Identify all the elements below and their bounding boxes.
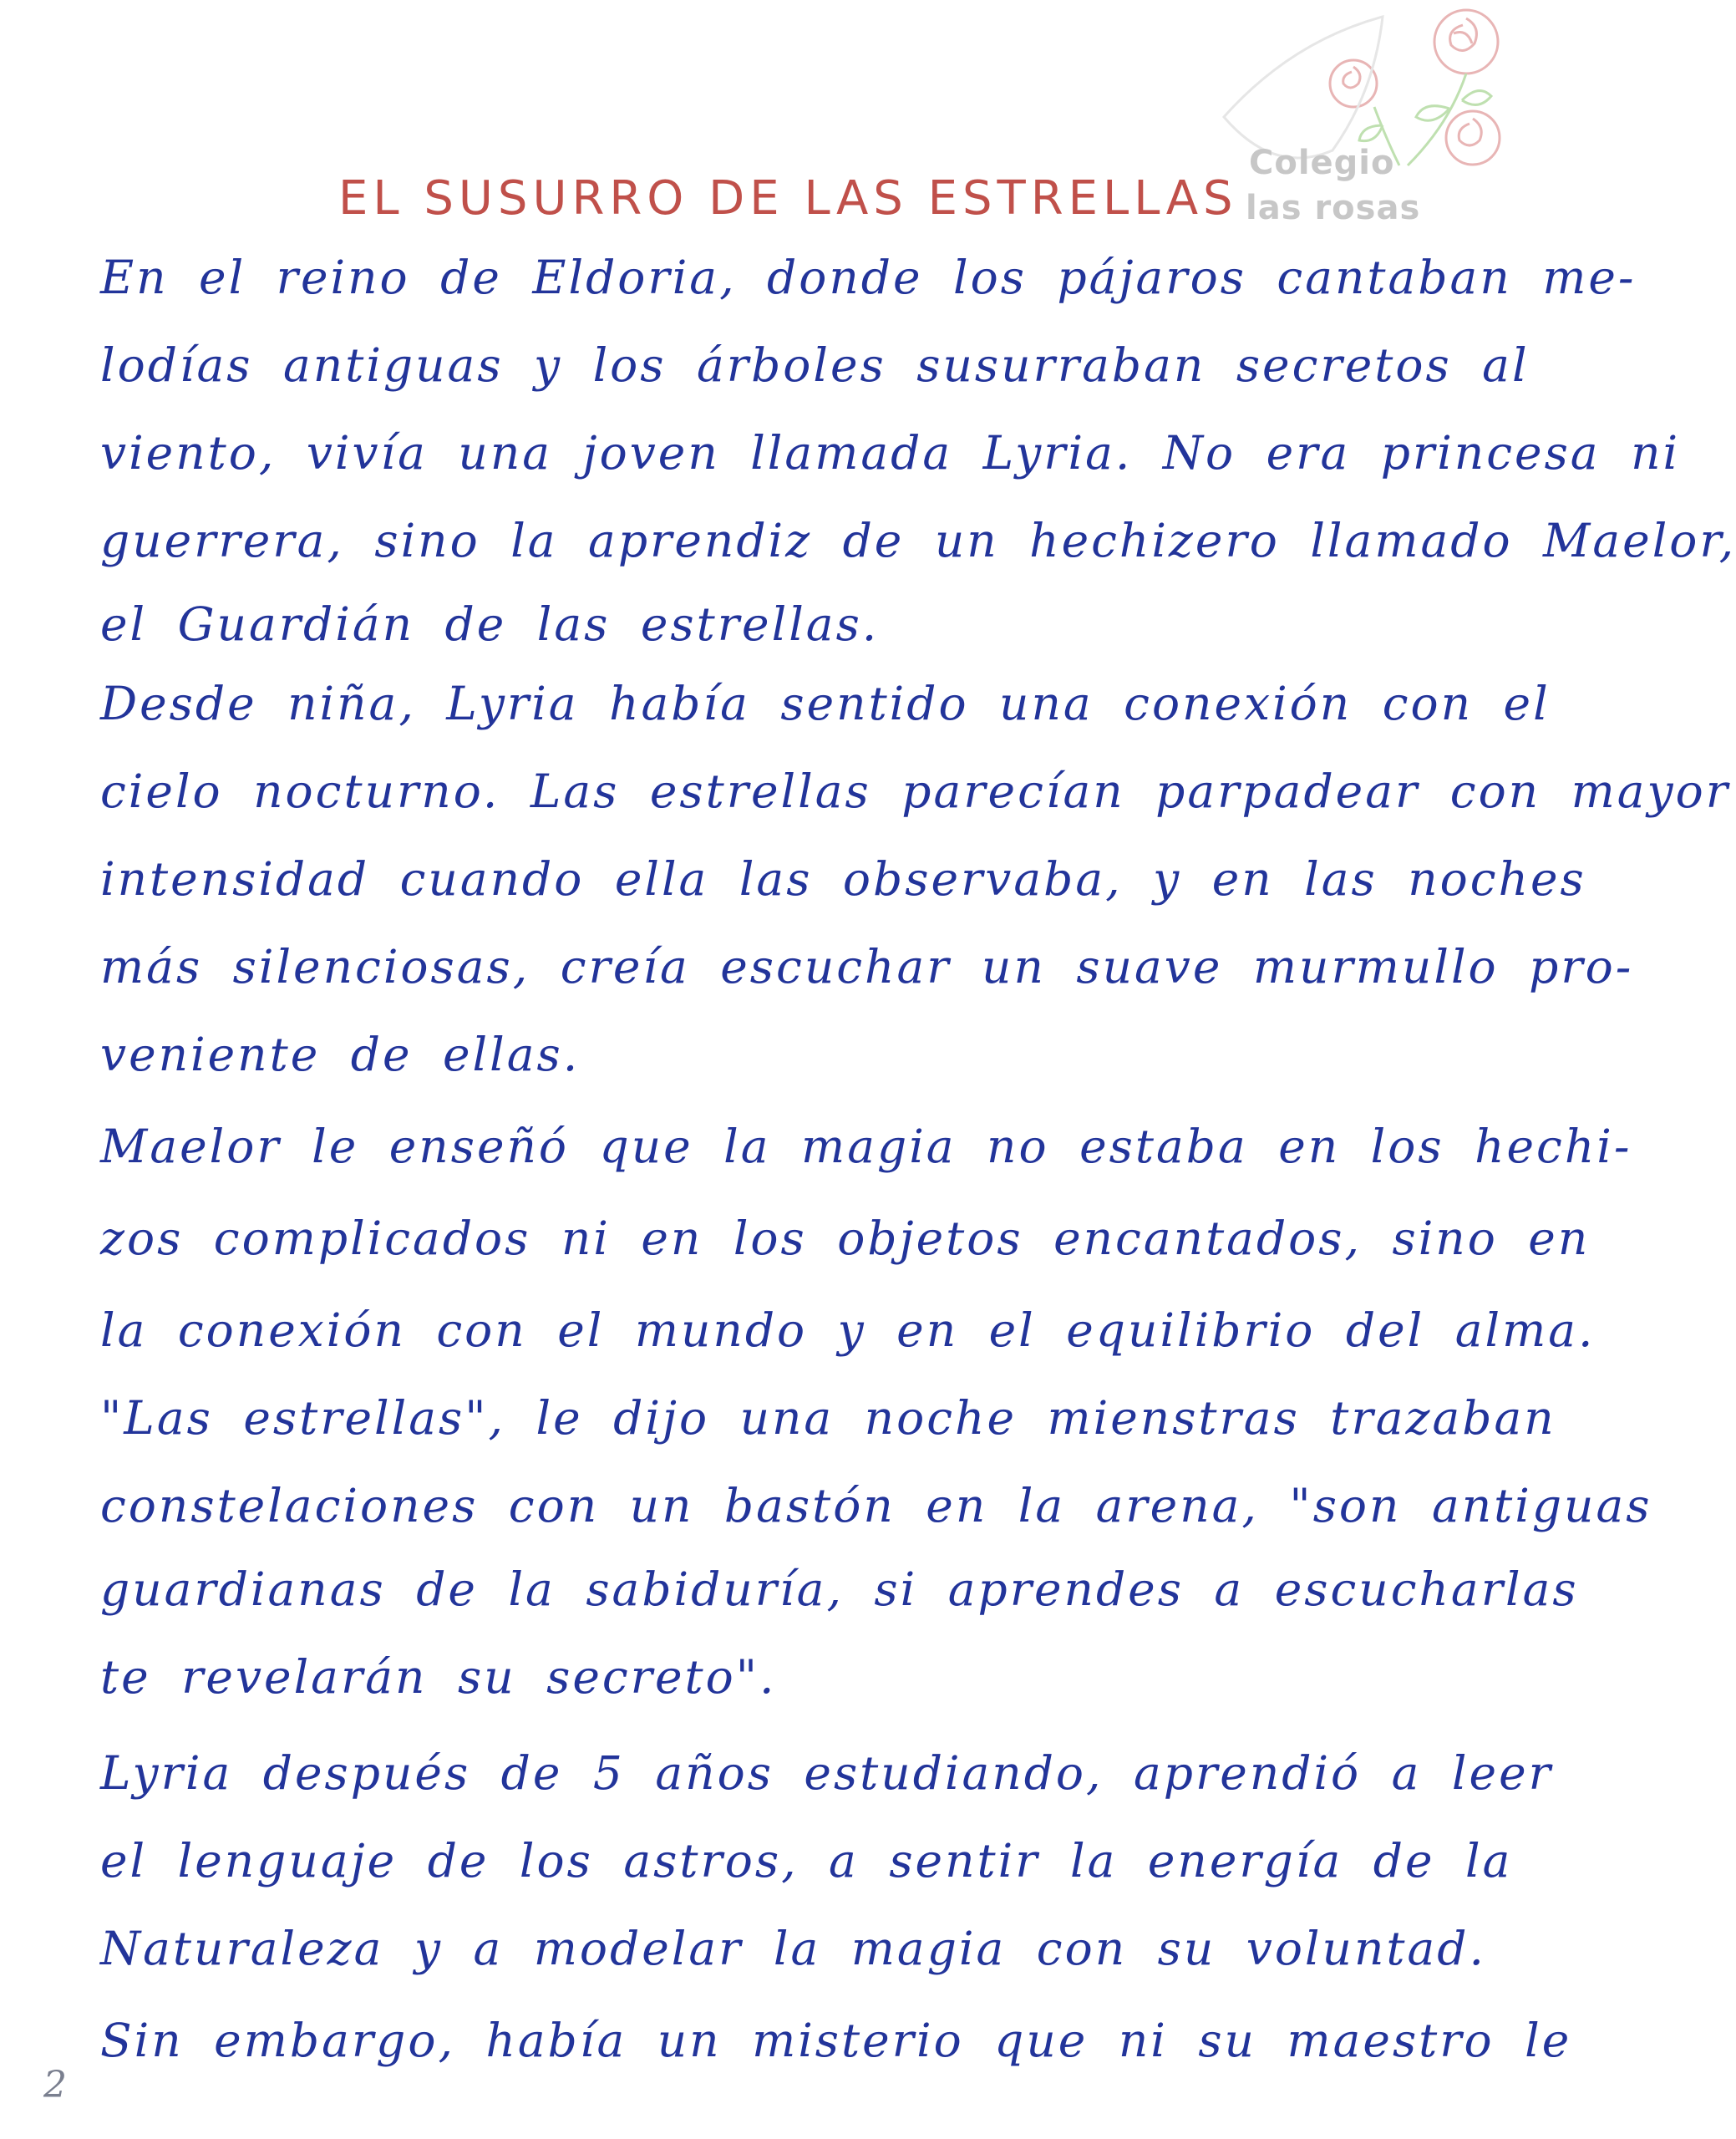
text-line: el lenguaje de los astros, a sentir la energía de la: [100, 1834, 1513, 1888]
text-line: te revelarán su secreto".: [100, 1650, 777, 1704]
text-line: "Las estrellas", le dijo una noche mienstras trazaban: [100, 1391, 1556, 1445]
text-line: Sin embargo, había un misterio que ni su maestro le: [100, 2014, 1572, 2067]
text-line: Desde niña, Lyria había sentido una conexión con el: [100, 677, 1551, 730]
text-line: cielo nocturno. Las estrellas parecían parpadear con mayor: [100, 765, 1731, 818]
text-line: más silenciosas, creía escuchar un suave murmullo pro-: [100, 940, 1634, 993]
text-line: veniente de ellas.: [100, 1028, 581, 1081]
text-line: guerrera, sino la aprendiz de un hechizero llamado Maelor,: [100, 514, 1736, 567]
document-title: EL SUSURRO DE LAS ESTRELLAS: [338, 171, 1238, 226]
text-line: En el reino de Eldoria, donde los pájaros cantaban me-: [100, 251, 1637, 304]
school-watermark: [1216, 0, 1512, 242]
text-line: guardianas de la sabiduría, si aprendes a escucharlas: [100, 1562, 1579, 1616]
text-line: zos complicados ni en los objetos encantados, sino en: [100, 1212, 1591, 1265]
text-line: Maelor le enseñó que la magia no estaba en los hechi-: [100, 1120, 1632, 1173]
text-line: viento, vivía una joven llamada Lyria. No era princesa ni: [100, 426, 1681, 480]
watermark-line-1: Colegio: [1249, 144, 1395, 182]
text-line: constelaciones con un bastón en la arena, "son antiguas: [100, 1479, 1652, 1532]
text-line: el Guardián de las estrellas.: [100, 597, 880, 651]
text-line: Naturaleza y a modelar la magia con su voluntad.: [100, 1922, 1486, 1975]
text-line: intensidad cuando ella las observaba, y en las noches: [100, 852, 1586, 906]
watermark-line-2: las rosas: [1246, 189, 1421, 227]
text-line: lodías antiguas y los árboles susurraban secretos al: [100, 338, 1530, 392]
text-line: la conexión con el mundo y en el equilibrio del alma.: [100, 1303, 1596, 1357]
page-number: 2: [43, 2064, 67, 2106]
text-line: Lyria después de 5 años estudiando, aprendió a leer: [100, 1746, 1553, 1800]
